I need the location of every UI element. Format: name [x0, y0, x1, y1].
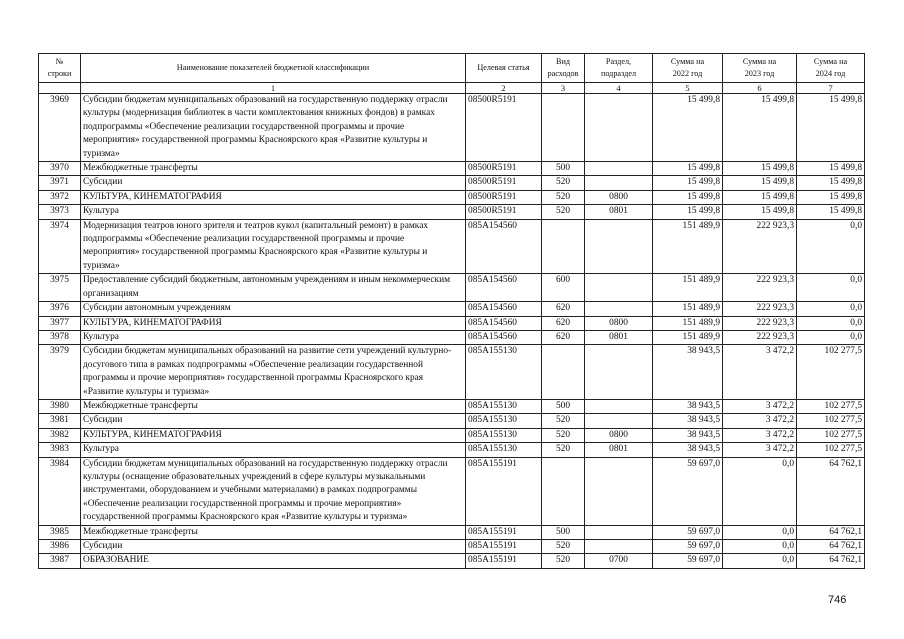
row-expense-type: [542, 94, 585, 162]
row-number: 3987: [39, 554, 81, 568]
row-sum-2024: 0,0: [797, 330, 865, 344]
row-name: Субсидии: [81, 540, 466, 554]
row-sum-2024: 0,0: [797, 274, 865, 302]
table-row: [39, 330, 865, 344]
row-expense-type: 620: [542, 302, 585, 316]
row-section: [585, 94, 653, 162]
row-section: [585, 176, 653, 190]
row-sum-2022: 59 697,0: [653, 457, 723, 525]
row-number: 3984: [39, 457, 81, 525]
row-name: Межбюджетные трансферты: [81, 162, 466, 176]
row-expense-type: 520: [542, 414, 585, 428]
row-sum-2023: 3 472,2: [723, 414, 797, 428]
row-section: [585, 414, 653, 428]
row-name: КУЛЬТУРА, КИНЕМАТОГРАФИЯ: [81, 190, 466, 204]
row-sum-2023: 15 499,8: [723, 94, 797, 162]
row-expense-type: 620: [542, 316, 585, 330]
row-sum-2024: 64 762,1: [797, 540, 865, 554]
row-name: Субсидии бюджетам муниципальных образований на государственную поддержку отрасли культуры (оснащение образовательных учреждений в сфере культуры музыкальными инструментами, оборудованием и учебными материалами) в рамках подпрограммы «Обеспечение реализации государственной программы и прочие мероприятия» государственной программы Красноярского края «Развитие культуры и туризма»: [81, 457, 466, 525]
row-sum-2024: 15 499,8: [797, 205, 865, 219]
table-row: [39, 219, 865, 274]
row-section: 0700: [585, 554, 653, 568]
table-row: [39, 302, 865, 316]
row-target-article: 085A154560: [466, 274, 542, 302]
row-expense-type: 520: [542, 176, 585, 190]
table-body: [39, 94, 865, 569]
row-sum-2022: 38 943,5: [653, 399, 723, 413]
row-sum-2023: 222 923,3: [723, 274, 797, 302]
row-sum-2023: 222 923,3: [723, 219, 797, 274]
row-sum-2022: 151 489,9: [653, 219, 723, 274]
header-section: Раздел, подраздел: [585, 54, 653, 83]
table-row: [39, 274, 865, 302]
header-sum-2024: Сумма на 2024 год: [797, 54, 865, 83]
row-target-article: 085A154560: [466, 330, 542, 344]
row-section: [585, 399, 653, 413]
row-sum-2024: 15 499,8: [797, 94, 865, 162]
header-sum-2023: Сумма на 2023 год: [723, 54, 797, 83]
row-name: Культура: [81, 205, 466, 219]
table-row: [39, 94, 865, 162]
row-number: 3986: [39, 540, 81, 554]
row-sum-2024: 102 277,5: [797, 443, 865, 457]
row-expense-type: 520: [542, 428, 585, 442]
row-sum-2022: 15 499,8: [653, 205, 723, 219]
column-number: 5: [653, 83, 723, 94]
row-number: 3980: [39, 399, 81, 413]
row-sum-2024: 64 762,1: [797, 457, 865, 525]
row-number: 3972: [39, 190, 81, 204]
row-expense-type: 520: [542, 190, 585, 204]
row-section: 0800: [585, 190, 653, 204]
row-number: 3977: [39, 316, 81, 330]
column-number: 2: [466, 83, 542, 94]
row-sum-2024: 64 762,1: [797, 525, 865, 539]
row-target-article: 085A155130: [466, 345, 542, 400]
row-name: Субсидии бюджетам муниципальных образований на развитие сети учреждений культурно-досугового типа в рамках подпрограммы «Обеспечение реализации государственной программы и прочие мероприятия» государственной программы Красноярского края «Развитие культуры и туризма»: [81, 345, 466, 400]
row-sum-2024: 102 277,5: [797, 399, 865, 413]
row-sum-2023: 0,0: [723, 554, 797, 568]
row-sum-2023: 15 499,8: [723, 190, 797, 204]
row-sum-2023: 3 472,2: [723, 428, 797, 442]
row-section: [585, 345, 653, 400]
row-sum-2022: 38 943,5: [653, 414, 723, 428]
row-name: КУЛЬТУРА, КИНЕМАТОГРАФИЯ: [81, 428, 466, 442]
row-sum-2024: 64 762,1: [797, 554, 865, 568]
row-sum-2022: 15 499,8: [653, 176, 723, 190]
row-sum-2024: 15 499,8: [797, 162, 865, 176]
row-target-article: 085A155130: [466, 443, 542, 457]
table-row: [39, 399, 865, 413]
header-target-article: Целевая статья: [466, 54, 542, 83]
row-sum-2023: 3 472,2: [723, 443, 797, 457]
row-name: Межбюджетные трансферты: [81, 399, 466, 413]
row-sum-2022: 15 499,8: [653, 94, 723, 162]
row-expense-type: 500: [542, 162, 585, 176]
row-sum-2024: 0,0: [797, 302, 865, 316]
table-row: [39, 316, 865, 330]
table-row: [39, 345, 865, 400]
row-section: [585, 274, 653, 302]
table-row: [39, 554, 865, 568]
row-target-article: 08500R5191: [466, 190, 542, 204]
row-section: 0801: [585, 330, 653, 344]
row-target-article: 085A155191: [466, 554, 542, 568]
row-sum-2023: 0,0: [723, 457, 797, 525]
row-target-article: 085A155130: [466, 414, 542, 428]
table-row: [39, 162, 865, 176]
row-expense-type: 600: [542, 274, 585, 302]
row-number: 3979: [39, 345, 81, 400]
row-expense-type: 520: [542, 443, 585, 457]
row-name: Межбюджетные трансферты: [81, 525, 466, 539]
row-target-article: 085A154560: [466, 219, 542, 274]
row-number: 3982: [39, 428, 81, 442]
row-section: [585, 219, 653, 274]
row-number: 3981: [39, 414, 81, 428]
row-target-article: 085A155130: [466, 399, 542, 413]
header-name: Наименование показателей бюджетной классификации: [81, 54, 466, 83]
row-sum-2022: 151 489,9: [653, 330, 723, 344]
table-row: [39, 205, 865, 219]
row-name: Предоставление субсидий бюджетным, автономным учреждениям и иным некоммерческим организациям: [81, 274, 466, 302]
row-number: 3976: [39, 302, 81, 316]
row-sum-2022: 151 489,9: [653, 302, 723, 316]
row-sum-2024: 0,0: [797, 219, 865, 274]
row-target-article: 08500R5191: [466, 162, 542, 176]
row-sum-2023: 15 499,8: [723, 162, 797, 176]
row-section: 0800: [585, 428, 653, 442]
row-sum-2023: 222 923,3: [723, 316, 797, 330]
row-expense-type: [542, 219, 585, 274]
row-number: 3974: [39, 219, 81, 274]
row-sum-2022: 38 943,5: [653, 345, 723, 400]
row-sum-2023: 3 472,2: [723, 399, 797, 413]
row-target-article: 085A154560: [466, 316, 542, 330]
row-section: 0800: [585, 316, 653, 330]
row-name: ОБРАЗОВАНИЕ: [81, 554, 466, 568]
row-name: Культура: [81, 330, 466, 344]
row-expense-type: 500: [542, 399, 585, 413]
column-number: 3: [542, 83, 585, 94]
row-target-article: 08500R5191: [466, 205, 542, 219]
row-number: 3978: [39, 330, 81, 344]
row-number: 3985: [39, 525, 81, 539]
row-expense-type: 520: [542, 205, 585, 219]
header-sum-2022: Сумма на 2022 год: [653, 54, 723, 83]
row-number: 3975: [39, 274, 81, 302]
row-sum-2024: 102 277,5: [797, 414, 865, 428]
table-row: [39, 525, 865, 539]
header-row-number: № строки: [39, 54, 81, 83]
row-sum-2022: 38 943,5: [653, 428, 723, 442]
table-row: [39, 457, 865, 525]
row-expense-type: 500: [542, 525, 585, 539]
row-sum-2022: 38 943,5: [653, 443, 723, 457]
row-sum-2023: 3 472,2: [723, 345, 797, 400]
row-section: [585, 540, 653, 554]
row-sum-2022: 15 499,8: [653, 162, 723, 176]
header-expense-type: Вид расходов: [542, 54, 585, 83]
row-sum-2022: 59 697,0: [653, 554, 723, 568]
row-name: КУЛЬТУРА, КИНЕМАТОГРАФИЯ: [81, 316, 466, 330]
row-name: Субсидии бюджетам муниципальных образований на государственную поддержку отрасли культуры (модернизация библиотек в части комплектования книжных фондов) в рамках подпрограммы «Обеспечение реализации государственной программы и прочие мероприятия» государственной программы Красноярского края «Развитие культуры и туризма»: [81, 94, 466, 162]
row-number: 3973: [39, 205, 81, 219]
row-section: 0801: [585, 443, 653, 457]
row-sum-2024: 102 277,5: [797, 345, 865, 400]
row-section: 0801: [585, 205, 653, 219]
row-sum-2023: 0,0: [723, 540, 797, 554]
row-expense-type: 520: [542, 540, 585, 554]
row-number: 3970: [39, 162, 81, 176]
row-number: 3969: [39, 94, 81, 162]
row-expense-type: [542, 345, 585, 400]
table-header-row: [39, 54, 865, 83]
row-section: [585, 162, 653, 176]
column-number: 6: [723, 83, 797, 94]
row-section: [585, 525, 653, 539]
row-sum-2022: 15 499,8: [653, 190, 723, 204]
row-sum-2023: 222 923,3: [723, 302, 797, 316]
table-row: [39, 176, 865, 190]
row-sum-2024: 102 277,5: [797, 428, 865, 442]
row-sum-2022: 151 489,9: [653, 274, 723, 302]
table-row: [39, 414, 865, 428]
table-row: [39, 428, 865, 442]
row-sum-2023: 15 499,8: [723, 205, 797, 219]
row-name: Культура: [81, 443, 466, 457]
row-expense-type: [542, 457, 585, 525]
row-sum-2023: 0,0: [723, 525, 797, 539]
row-target-article: 085A155130: [466, 428, 542, 442]
row-expense-type: 520: [542, 554, 585, 568]
column-number: 1: [81, 83, 466, 94]
row-name: Субсидии: [81, 176, 466, 190]
row-target-article: 085A155191: [466, 540, 542, 554]
table-row: [39, 190, 865, 204]
row-sum-2023: 15 499,8: [723, 176, 797, 190]
row-section: [585, 302, 653, 316]
row-target-article: 08500R5191: [466, 176, 542, 190]
column-number: 4: [585, 83, 653, 94]
row-sum-2022: 59 697,0: [653, 540, 723, 554]
row-sum-2023: 222 923,3: [723, 330, 797, 344]
row-sum-2022: 151 489,9: [653, 316, 723, 330]
column-numbers-row: [39, 83, 865, 94]
row-name: Модернизация театров юного зрителя и театров кукол (капитальный ремонт) в рамках подпрограммы «Обеспечение реализации государственной программы и прочие мероприятия» государственной программы Красноярского края «Развитие культуры и туризма»: [81, 219, 466, 274]
row-sum-2024: 15 499,8: [797, 176, 865, 190]
table-row: [39, 443, 865, 457]
row-sum-2024: 15 499,8: [797, 190, 865, 204]
column-number: [39, 83, 81, 94]
page-number: 746: [828, 594, 847, 606]
row-target-article: 085A155191: [466, 525, 542, 539]
budget-table: [38, 53, 865, 569]
row-target-article: 085A155191: [466, 457, 542, 525]
row-expense-type: 620: [542, 330, 585, 344]
row-name: Субсидии автономным учреждениям: [81, 302, 466, 316]
row-target-article: 085A154560: [466, 302, 542, 316]
row-sum-2022: 59 697,0: [653, 525, 723, 539]
row-section: [585, 457, 653, 525]
row-number: 3971: [39, 176, 81, 190]
row-target-article: 08500R5191: [466, 94, 542, 162]
row-sum-2024: 0,0: [797, 316, 865, 330]
row-name: Субсидии: [81, 414, 466, 428]
column-number: 7: [797, 83, 865, 94]
row-number: 3983: [39, 443, 81, 457]
table-row: [39, 540, 865, 554]
